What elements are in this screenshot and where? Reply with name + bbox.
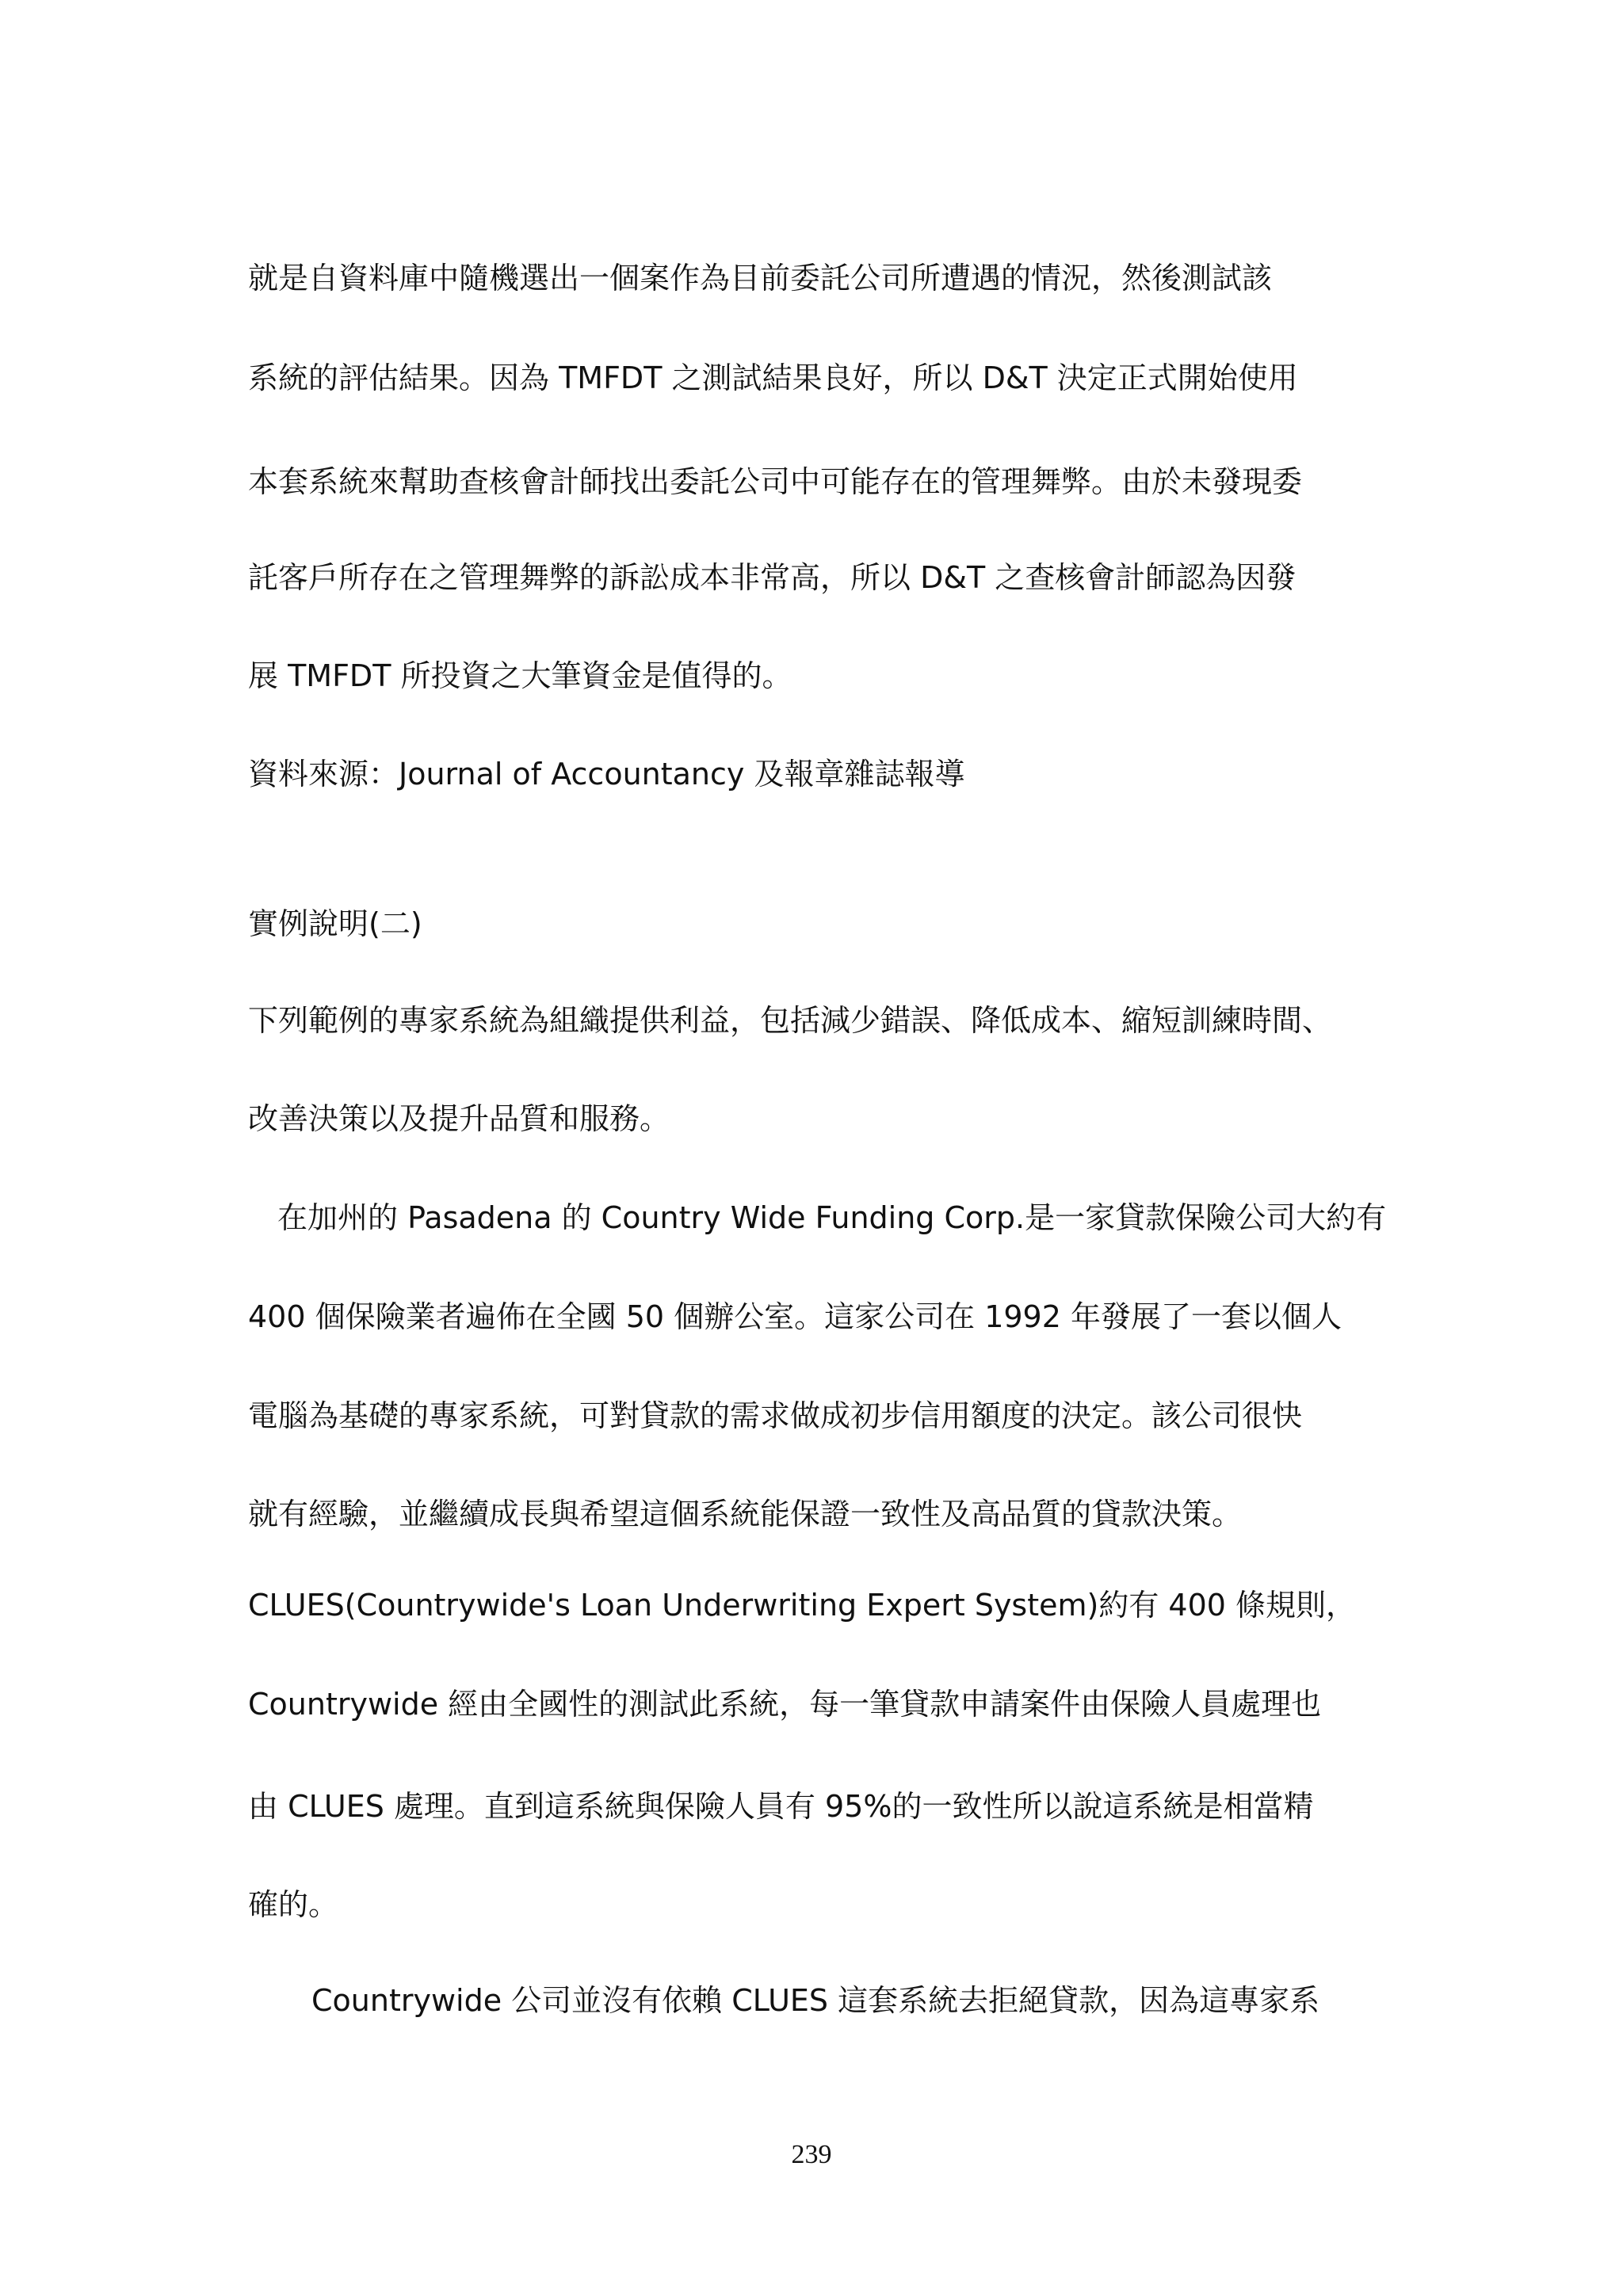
paragraph-1-line-1: 就是自資料庫中隨機選出一個案作為目前委託公司所遭遇的情況，然後測試該	[248, 261, 1273, 296]
paragraph-3-line-1: 在加州的 Pasadena 的 Country Wide Funding Corp.是一家貸款保險公司大約有	[277, 1200, 1387, 1235]
paragraph-3-line-6: Countrywide 經由全國性的測試此系統，每一筆貸款申請案件由保險人員處理也	[248, 1687, 1322, 1722]
paragraph-2-line-1: 下列範例的專家系統為組織提供利益，包括減少錯誤、降低成本、縮短訓練時間、	[248, 1003, 1333, 1038]
paragraph-3-line-7: 由 CLUES 處理。直到這系統與保險人員有 95%的一致性所以說這系統是相當精	[248, 1789, 1314, 1824]
paragraph-1-line-4: 託客戶所存在之管理舞弊的訴訟成本非常高，所以 D&T 之查核會計師認為因發	[248, 560, 1296, 595]
section-heading: 實例說明(二)	[248, 906, 422, 941]
paragraph-3-line-8: 確的。	[248, 1887, 339, 1922]
paragraph-4-line-1: Countrywide 公司並沒有依賴 CLUES 這套系統去拒絕貸款，因為這專家系	[311, 1983, 1320, 2018]
paragraph-1-line-5: 展 TMFDT 所投資之大筆資金是值得的。	[248, 658, 792, 693]
paragraph-2-line-2: 改善決策以及提升品質和服務。	[248, 1101, 670, 1136]
paragraph-1-line-3: 本套系統來幫助查核會計師找出委託公司中可能存在的管理舞弊。由於未發現委	[248, 464, 1303, 499]
source-line: 資料來源：Journal of Accountancy 及報章雜誌報導	[248, 757, 965, 791]
paragraph-3-line-2: 400 個保險業者遍佈在全國 50 個辦公室。這家公司在 1992 年發展了一套以個人	[248, 1299, 1342, 1334]
paragraph-1-line-2: 系統的評估結果。因為 TMFDT 之測試結果良好，所以 D&T 決定正式開始使用	[248, 360, 1298, 395]
paragraph-3-line-3: 電腦為基礎的專家系統，可對貸款的需求做成初步信用額度的決定。該公司很快	[248, 1398, 1303, 1433]
paragraph-3-line-5: CLUES(Countrywide's Loan Underwriting Expert System)約有 400 條規則，	[248, 1588, 1357, 1623]
paragraph-3-line-4: 就有經驗，並繼續成長與希望這個系統能保證一致性及高品質的貸款決策。	[248, 1497, 1243, 1531]
page-number: 239	[791, 2140, 832, 2169]
